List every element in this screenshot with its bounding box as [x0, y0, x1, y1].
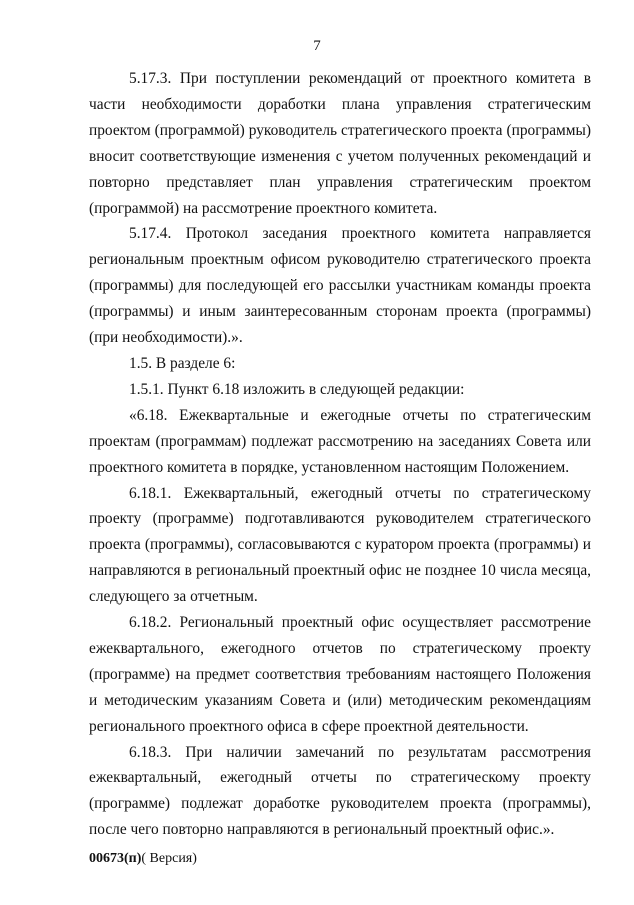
document-body: [89, 66, 591, 843]
paragraph-6-18: «6.18. Ежеквартальные и ежегодные отчеты по стратегическим проектам (программам) подлежат рассмотрению на заседаниях Совета или проектного комитета в порядке, установленном настоящим Положением.: [89, 406, 591, 476]
document-version: ( Версия): [141, 851, 197, 866]
paragraph-5-17-4: 5.17.4. Протокол заседания проектного комитета направляется региональным проектным офисом руководителю стратегического проекта (программы) для последующей его рассылки участникам команды проекта (программы) и иным заинтересованным сторонам проекта (программы) (при необходимости).».: [89, 225, 591, 347]
paragraph-5-17-3: 5.17.3. При поступлении рекомендаций от проектного комитета в части необходимости доработки плана управления стратегическим проектом (программой) руководитель стратегического проекта (программы) вносит соответствующие изменения с учетом полученных рекомендаций и повторно представляет план управления стратегическим проектом (программой) на рассмотрение проектного комитета.: [89, 70, 591, 217]
document-code: 00673(п): [89, 851, 142, 866]
document-footer: [89, 851, 197, 867]
paragraph-6-18-3: 6.18.3. При наличии замечаний по результатам рассмотрения ежеквартальный, ежегодный отчеты по стратегическому проекту (программе) подлежат доработке руководителем проекта (программы), после чего повторно направляются в региональный проектный офис.».: [89, 743, 591, 839]
paragraph-1-5: 1.5. В разделе 6:: [129, 354, 236, 372]
paragraph-6-18-1: 6.18.1. Ежеквартальный, ежегодный отчеты по стратегическому проекту (программе) подготавливаются руководителем стратегического проекта (программы), согласовываются с куратором проекта (программы) и направляются в региональный проектный офис не позднее 10 числа месяца, следующего за отчетным.: [89, 484, 591, 606]
paragraph-6-18-2: 6.18.2. Региональный проектный офис осуществляет рассмотрение ежеквартального, ежегодного отчетов по стратегическому проекту (программе) на предмет соответствия требованиям настоящего Положения и методическим указаниям Совета и (или) методическим рекомендациям регионального проектного офиса в сфере проектной деятельности.: [89, 614, 591, 735]
page-number: 7: [313, 38, 321, 54]
paragraph-1-5-1: 1.5.1. Пункт 6.18 изложить в следующей редакции:: [129, 380, 465, 398]
